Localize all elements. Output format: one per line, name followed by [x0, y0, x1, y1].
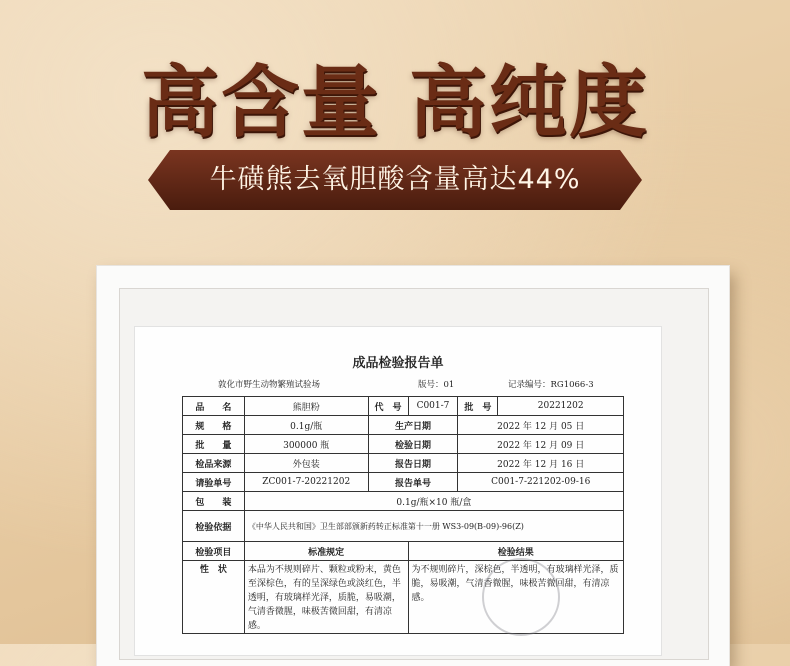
inspection-report	[134, 326, 662, 656]
ingredient-banner	[148, 150, 642, 210]
cell-value: ZC001-7-20221202	[244, 473, 368, 492]
cell-label: 报告单号	[368, 473, 458, 492]
cell-label: 检品来源	[183, 454, 245, 473]
cell-label: 批 号	[458, 397, 498, 416]
cell-value: C001-7	[408, 397, 458, 416]
headline	[0, 40, 790, 152]
lab-name: 敦化市野生动物繁殖试验场	[218, 380, 321, 390]
cell-value: 0.1g/瓶×10 瓶/盒	[244, 492, 623, 511]
cell-label: 规 格	[183, 416, 245, 435]
cell-value: 2022 年 12 月 16 日	[458, 454, 624, 473]
cell-value: 2022 年 12 月 09 日	[458, 435, 624, 454]
cell-label: 检验项目	[183, 542, 245, 561]
report-title: 成品检验报告单	[352, 356, 444, 371]
table-row	[183, 397, 624, 416]
cell-label: 生产日期	[368, 416, 458, 435]
cell-value: 本品为不规则碎片、颗粒或粉末，黄色至深棕色，有的呈深绿色或淡红色，半透明，有玻璃样光泽，质脆，易吸潮，气清香微腥，味极苦微回甜，有清凉感。	[244, 561, 408, 634]
cell-label: 请验单号	[183, 473, 245, 492]
record-number: 记录编号：RG1066-3	[508, 380, 594, 390]
cell-label: 检验依据	[183, 511, 245, 542]
cell-value: C001-7-221202-09-16	[458, 473, 624, 492]
cell-value: 20221202	[498, 397, 624, 416]
cell-label: 标准规定	[244, 542, 408, 561]
cell-label: 品 名	[183, 397, 245, 416]
cell-value: 《中华人民共和国》卫生部部颁新药转正标准第十一册 WS3-09(B-09)-96(Z)	[244, 511, 623, 542]
cell-value: 0.1g/瓶	[244, 416, 368, 435]
official-seal-stamp	[482, 558, 560, 636]
headline-high-content: 高含量	[140, 57, 381, 148]
cell-label: 检验结果	[408, 542, 623, 561]
cell-value: 为不规则碎片，深棕色，半透明，有玻璃样光泽，质脆，易吸潮，气清香微腥，味极苦微回甜，有清凉感。	[408, 561, 623, 634]
table-row	[183, 473, 624, 492]
cell-value: 2022 年 12 月 05 日	[458, 416, 624, 435]
cell-value: 外包装	[244, 454, 368, 473]
table-row	[183, 511, 624, 542]
table-row	[183, 416, 624, 435]
table-row	[183, 435, 624, 454]
headline-high-purity: 高纯度	[409, 57, 650, 148]
table-row	[183, 542, 624, 561]
banner-text: 牛磺熊去氧胆酸含量高达44%	[209, 164, 581, 195]
version-number: 版号：01	[418, 380, 455, 390]
cell-label: 批 量	[183, 435, 245, 454]
cell-label: 包 装	[183, 492, 245, 511]
cell-label: 报告日期	[368, 454, 458, 473]
cell-value: 300000 瓶	[244, 435, 368, 454]
table-row	[183, 454, 624, 473]
table-row	[183, 492, 624, 511]
cell-label: 性 状	[183, 561, 245, 634]
cell-value: 熊胆粉	[244, 397, 368, 416]
cell-label: 检验日期	[368, 435, 458, 454]
cell-label: 代 号	[368, 397, 408, 416]
